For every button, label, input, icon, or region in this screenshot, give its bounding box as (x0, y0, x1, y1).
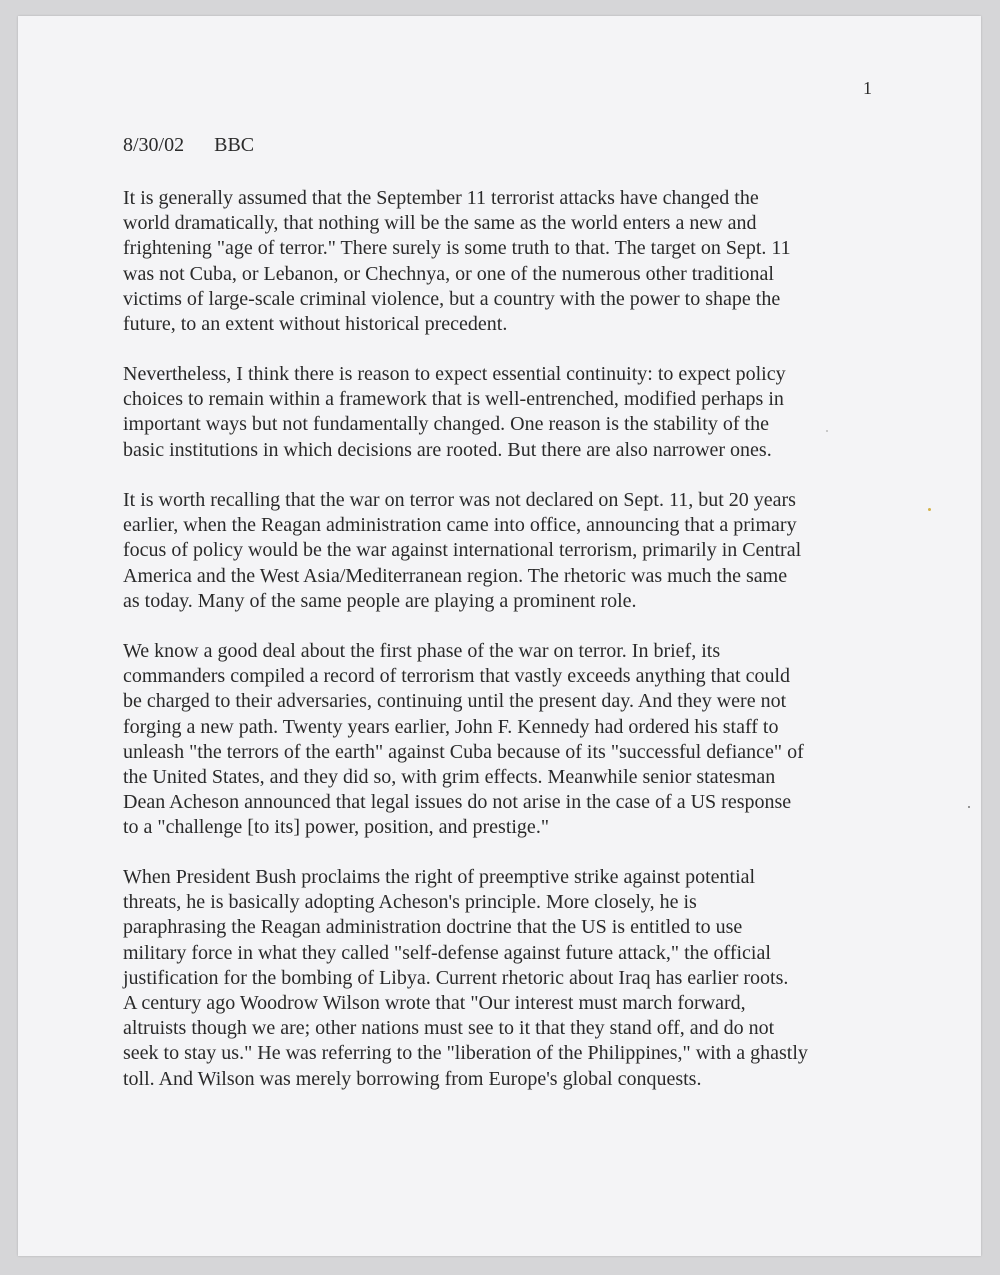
text-line: be charged to their adversaries, continuing until the present day. And they were not (123, 690, 787, 713)
text-line: It is generally assumed that the September 11 terrorist attacks have changed the (123, 187, 759, 209)
text-line: America and the West Asia/Mediterranean region. The rhetoric was much the same (123, 564, 788, 587)
text-line: We know a good deal about the first phase of the war on terror. In brief, its (123, 640, 721, 662)
document-header (123, 134, 254, 157)
text-line: was not Cuba, or Lebanon, or Chechnya, or one of the numerous other traditional (123, 262, 774, 285)
paragraph-4 (123, 639, 883, 841)
text-line: altruists though we are; other nations must see to it that they stand off, and do not (123, 1017, 775, 1040)
paragraph-5 (123, 865, 883, 1092)
text-line: unleash "the terrors of the earth" against Cuba because of its "successful defiance" of (123, 740, 804, 763)
text-line: earlier, when the Reagan administration came into office, announcing that a primary (123, 514, 797, 537)
text-line: military force in what they called "self-defense against future attack," the official (123, 941, 771, 964)
text-line: the United States, and they did so, with grim effects. Meanwhile senior statesman (123, 766, 776, 789)
paragraph-3 (123, 488, 883, 614)
paragraph-1 (123, 186, 883, 337)
text-line: seek to stay us." He was referring to the "liberation of the Philippines," with a ghastly (123, 1042, 808, 1065)
text-line: world dramatically, that nothing will be the same as the world enters a new and (123, 212, 757, 235)
text-line: choices to remain within a framework that is well-entrenched, modified perhaps in (123, 388, 784, 411)
text-line: frightening "age of terror." There surely is some truth to that. The target on Sept. 11 (123, 237, 791, 260)
text-line: commanders compiled a record of terrorism that vastly exceeds anything that could (123, 665, 791, 688)
document-page (18, 16, 981, 1256)
text-line: Nevertheless, I think there is reason to expect essential continuity: to expect policy (123, 363, 786, 385)
paragraph-2 (123, 362, 883, 463)
text-line: as today. Many of the same people are playing a prominent role. (123, 589, 637, 612)
text-line: basic institutions in which decisions are rooted. But there are also narrower ones. (123, 438, 772, 461)
text-line: focus of policy would be the war against international terrorism, primarily in Central (123, 539, 802, 562)
text-line: important ways but not fundamentally changed. One reason is the stability of the (123, 413, 769, 436)
text-line: forging a new path. Twenty years earlier, John F. Kennedy had ordered his staff to (123, 715, 779, 738)
header-source: BBC (214, 134, 255, 156)
text-line: to a "challenge [to its] power, position, and prestige." (123, 816, 549, 839)
paper-speck (928, 508, 931, 511)
text-line: justification for the bombing of Libya. Current rhetoric about Iraq has earlier roots. (123, 966, 789, 989)
text-line: victims of large-scale criminal violence, but a country with the power to shape the (123, 287, 781, 310)
page-number: 1 (863, 78, 872, 98)
text-line: toll. And Wilson was merely borrowing from Europe's global conquests. (123, 1067, 702, 1090)
paper-speck (968, 806, 970, 808)
text-line: future, to an extent without historical precedent. (123, 313, 508, 336)
header-date: 8/30/02 (123, 134, 185, 156)
text-line: When President Bush proclaims the right of preemptive strike against potential (123, 866, 756, 888)
text-line: It is worth recalling that the war on terror was not declared on Sept. 11, but 20 years (123, 489, 796, 511)
text-line: paraphrasing the Reagan administration doctrine that the US is entitled to use (123, 916, 743, 939)
paper-speck (826, 430, 828, 432)
text-line: A century ago Woodrow Wilson wrote that "Our interest must march forward, (123, 992, 746, 1015)
text-line: threats, he is basically adopting Acheson's principle. More closely, he is (123, 891, 697, 914)
text-line: Dean Acheson announced that legal issues do not arise in the case of a US response (123, 791, 792, 814)
